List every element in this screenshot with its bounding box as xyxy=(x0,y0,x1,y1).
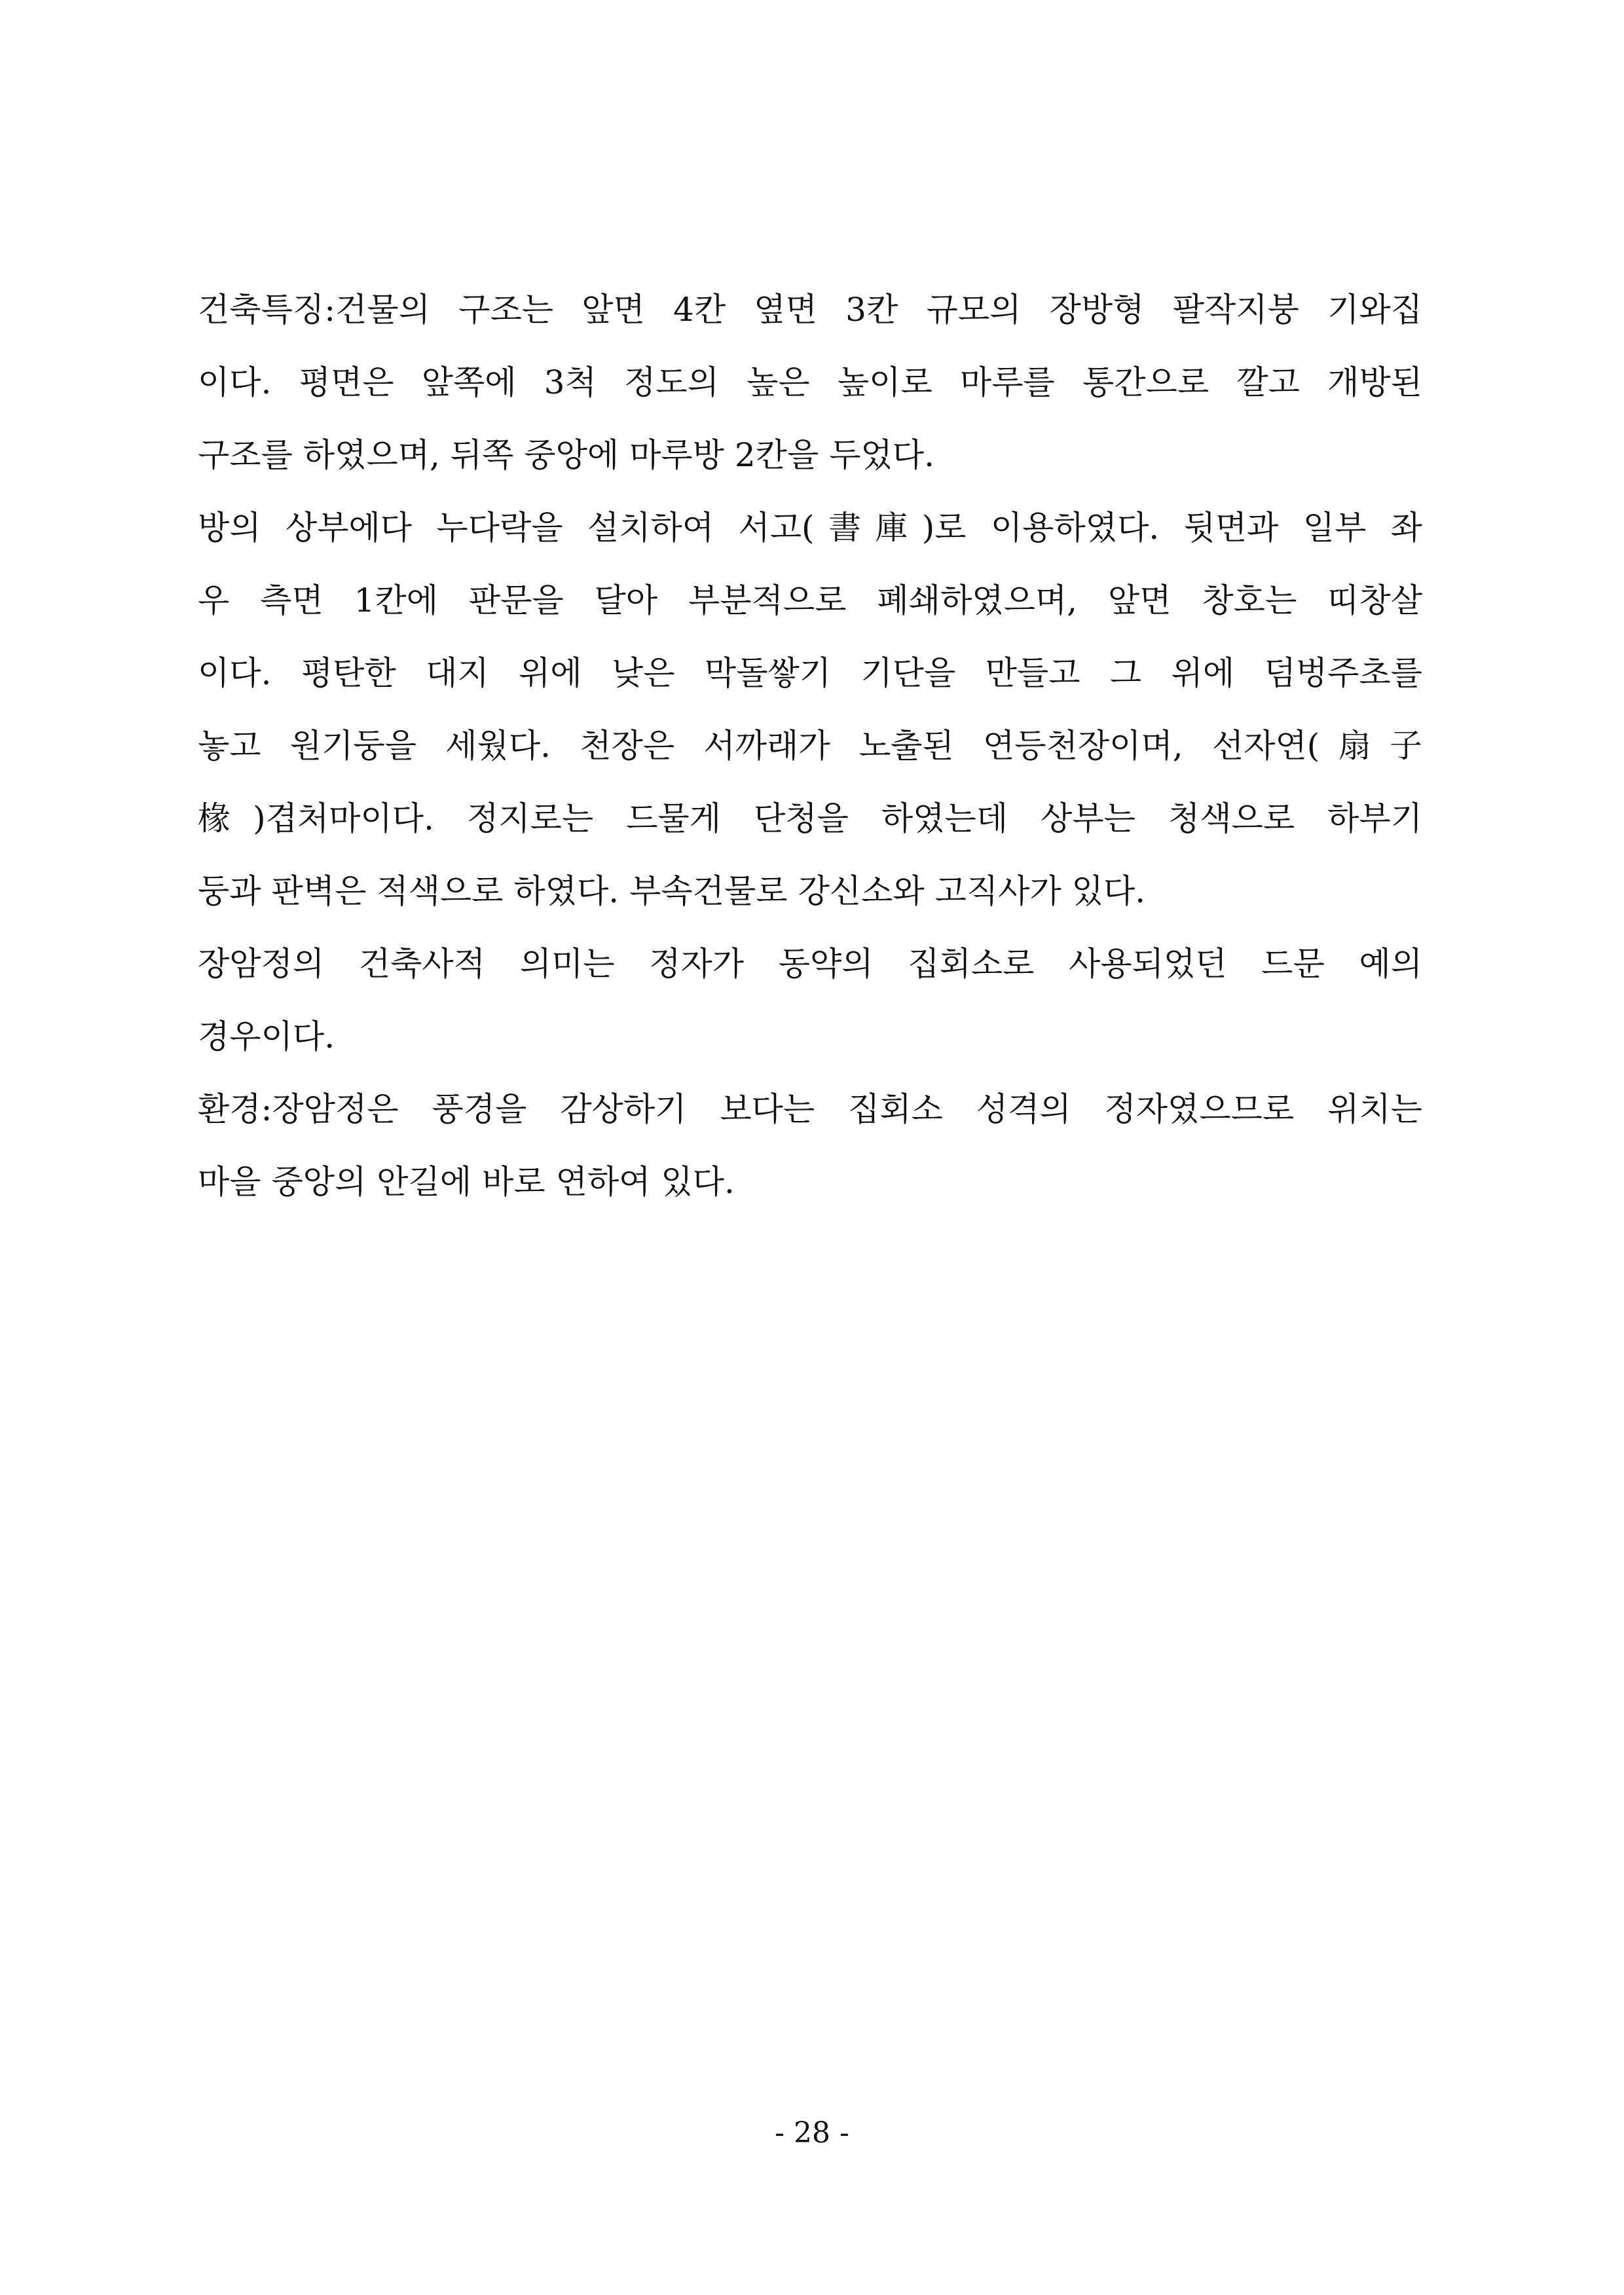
text-line: 놓고 원기둥을 세웠다. 천장은 서까래가 노출된 연등천장이며, 선자연(扇子 xyxy=(198,727,1422,765)
text-line: 경우이다. xyxy=(198,1018,335,1056)
text-line: 방의 상부에다 누다락을 설치하여 서고(書庫)로 이용하였다. 뒷면과 일부 좌 xyxy=(198,509,1422,547)
text-line: 구조를 하였으며, 뒤쪽 중앙에 마루방 2칸을 두었다. xyxy=(198,436,934,474)
text-line: 椽)겹처마이다. 정지로는 드물게 단청을 하였는데 상부는 청색으로 하부기 xyxy=(198,799,1422,837)
text-line: 우 측면 1칸에 판문을 달아 부분적으로 폐쇄하였으며, 앞면 창호는 띠창살 xyxy=(198,581,1422,619)
body-text xyxy=(198,274,1422,1219)
text-line: 이다. 평탄한 대지 위에 낮은 막돌쌓기 기단을 만들고 그 위에 덤벙주초를 xyxy=(198,654,1422,692)
text-line: 건축특징:건물의 구조는 앞면 4칸 옆면 3칸 규모의 장방형 팔작지붕 기와집 xyxy=(198,291,1422,329)
page-number: - 28 - xyxy=(775,2116,849,2150)
text-line: 마을 중앙의 안길에 바로 연하여 있다. xyxy=(198,1163,735,1201)
text-line: 장암정의 건축사적 의미는 정자가 동약의 집회소로 사용되었던 드문 예의 xyxy=(198,945,1422,983)
text-line: 둥과 판벽은 적색으로 하였다. 부속건물로 강신소와 고직사가 있다. xyxy=(198,872,1146,910)
text-line: 이다. 평면은 앞쪽에 3척 정도의 높은 높이로 마루를 통간으로 깔고 개방된 xyxy=(198,363,1422,401)
text-line: 환경:장암정은 풍경을 감상하기 보다는 집회소 성격의 정자였으므로 위치는 xyxy=(198,1090,1422,1128)
